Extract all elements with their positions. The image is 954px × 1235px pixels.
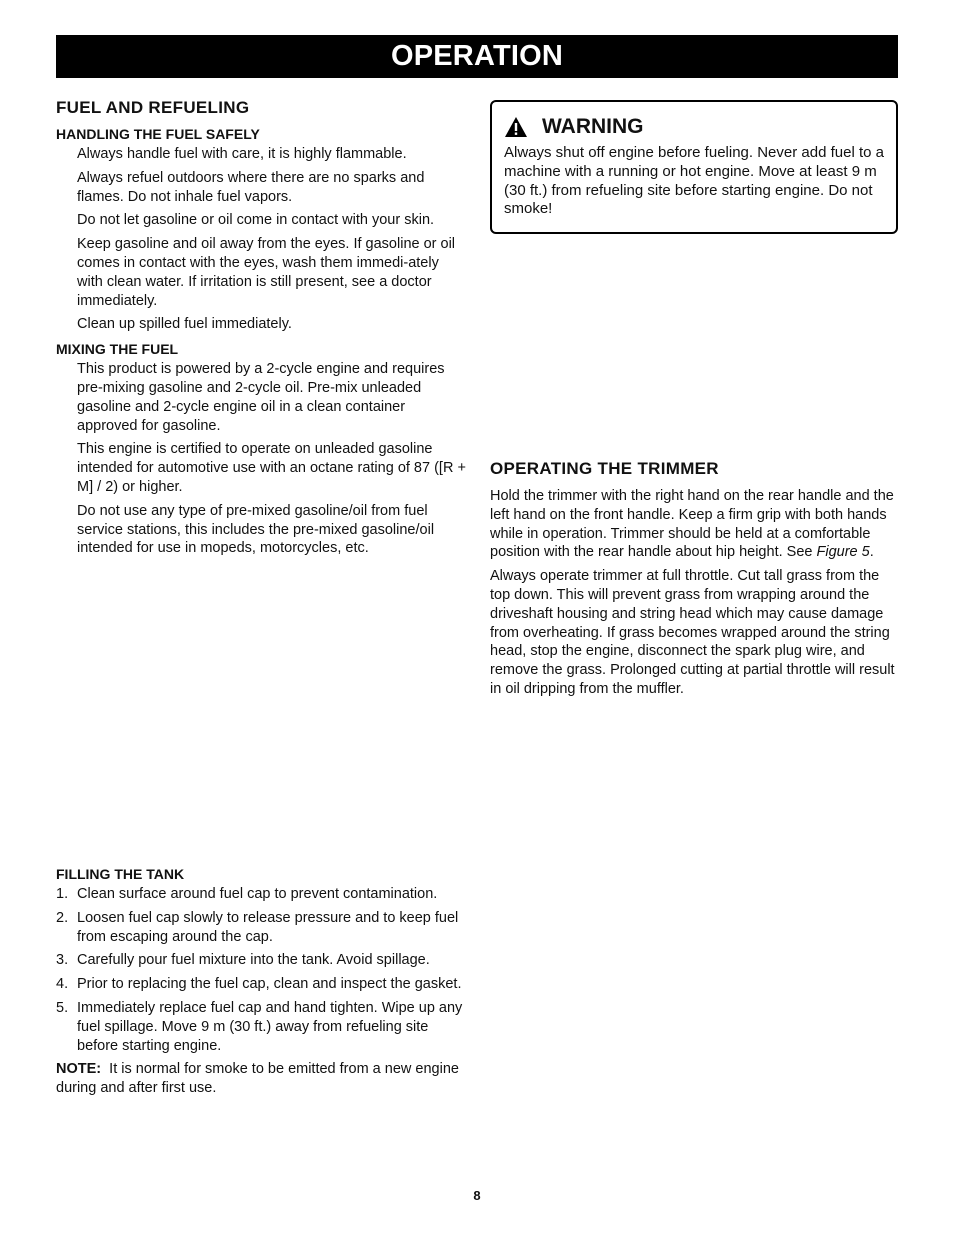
- handling-paragraph: Always refuel outdoors where there are no sparks and flames. Do not inhale fuel vapors.: [77, 169, 425, 205]
- handling-paragraph: Always handle fuel with care, it is highly flammable.: [77, 146, 407, 162]
- mixing-paragraph: This engine is certified to operate on unleaded gasoline intended for automotive use with an octane rating of 87 ([R + M] / 2) or higher.: [77, 441, 466, 495]
- list-item: [56, 999, 466, 1055]
- warning-title: WARNING: [542, 115, 644, 138]
- filling-section: [56, 866, 466, 1103]
- figure-reference: Figure 5: [816, 544, 870, 561]
- handling-paragraph: Do not let gasoline or oil come in contact with your skin.: [77, 212, 435, 229]
- step-text: Carefully pour fuel mixture into the tank. Avoid spillage.: [77, 952, 430, 969]
- warning-text: Always shut off engine before fueling. Never add fuel to a machine with a running or hot engine. Move at least 9 m (30 ft.) from refueling site before starting engine. Do not smoke!: [504, 144, 884, 218]
- operating-paragraph-2: Always operate trimmer at full throttle. Cut tall grass from the top down. This will prevent grass from wrapping around the driveshaft housing and string head which may cause damage from overheating. If grass becomes wrapped around the string head, stop the engine, disconnect the spark plug wire, and remove the grass. Prolonged cutting at partial throttle will result in oil dripping from the muffler.: [490, 568, 895, 697]
- step-text: Loosen fuel cap slowly to release pressure and to keep fuel from escaping around the cap.: [77, 909, 459, 945]
- fuel-section: [56, 98, 466, 563]
- step-number: 1.: [56, 886, 69, 902]
- step-text: Immediately replace fuel cap and hand tighten. Wipe up any fuel spillage. Move 9 m (30 ft.) away from refueling site before starting engine.: [77, 999, 463, 1054]
- step-text: Clean surface around fuel cap to prevent contamination.: [77, 886, 438, 902]
- filling-heading: FILLING THE TANK: [56, 866, 185, 882]
- note-label: NOTE:: [56, 1061, 102, 1078]
- page-number: 8: [473, 1188, 481, 1203]
- page-title-banner: OPERATION: [56, 35, 898, 78]
- list-item: [56, 885, 466, 904]
- step-number: 3.: [56, 952, 69, 969]
- operating-heading: OPERATING THE TRIMMER: [490, 459, 719, 478]
- operating-paragraph-1: [490, 487, 898, 562]
- handling-paragraphs: [56, 145, 466, 334]
- fuel-heading: FUEL AND REFUELING: [56, 98, 250, 117]
- handling-paragraph: Keep gasoline and oil away from the eyes. If gasoline or oil comes in contact with the eyes, wash them immedi-ately with clean water. If irritation is still present, see a doctor immediately.: [77, 236, 456, 309]
- operating-section: [490, 459, 898, 704]
- step-number: 5.: [56, 999, 69, 1016]
- mixing-paragraph: Do not use any type of pre-mixed gasoline/oil from fuel service stations, this includes the pre-mixed gasoline/oil intended for use in mopeds, motorcycles, etc.: [77, 502, 435, 557]
- list-item: [56, 909, 466, 947]
- mixing-paragraphs: [56, 360, 466, 558]
- step-text: Prior to replacing the fuel cap, clean and inspect the gasket.: [77, 976, 462, 993]
- operating-paragraph-1-text: Hold the trimmer with the right hand on the rear handle and the left hand on the front handle. Keep a firm grip with both hands while in operation. Trimmer should be held at a comfortable position with the rear handle about hip height. See: [490, 488, 894, 561]
- list-item: [56, 951, 466, 970]
- list-item: [56, 975, 466, 994]
- mixing-heading: MIXING THE FUEL: [56, 341, 179, 358]
- operating-paragraph-1-end: .: [869, 544, 874, 561]
- filling-steps: [56, 885, 466, 1055]
- handling-paragraph: Clean up spilled fuel immediately.: [77, 316, 292, 333]
- note-paragraph: [56, 1060, 466, 1098]
- warning-triangle-icon: [504, 116, 528, 138]
- warning-header: [504, 114, 644, 140]
- step-number: 2.: [56, 909, 69, 926]
- handling-heading: HANDLING THE FUEL SAFELY: [56, 126, 260, 142]
- warning-box: [490, 100, 898, 234]
- step-number: 4.: [56, 976, 69, 993]
- mixing-paragraph: This product is powered by a 2-cycle engine and requires pre-mixing gasoline and 2-cycle oil. Pre-mix unleaded gasoline and 2-cycle engine oil in a clean container approved for gasoline.: [77, 361, 445, 434]
- note-text: It is normal for smoke to be emitted from a new engine during and after first use.: [56, 1061, 459, 1097]
